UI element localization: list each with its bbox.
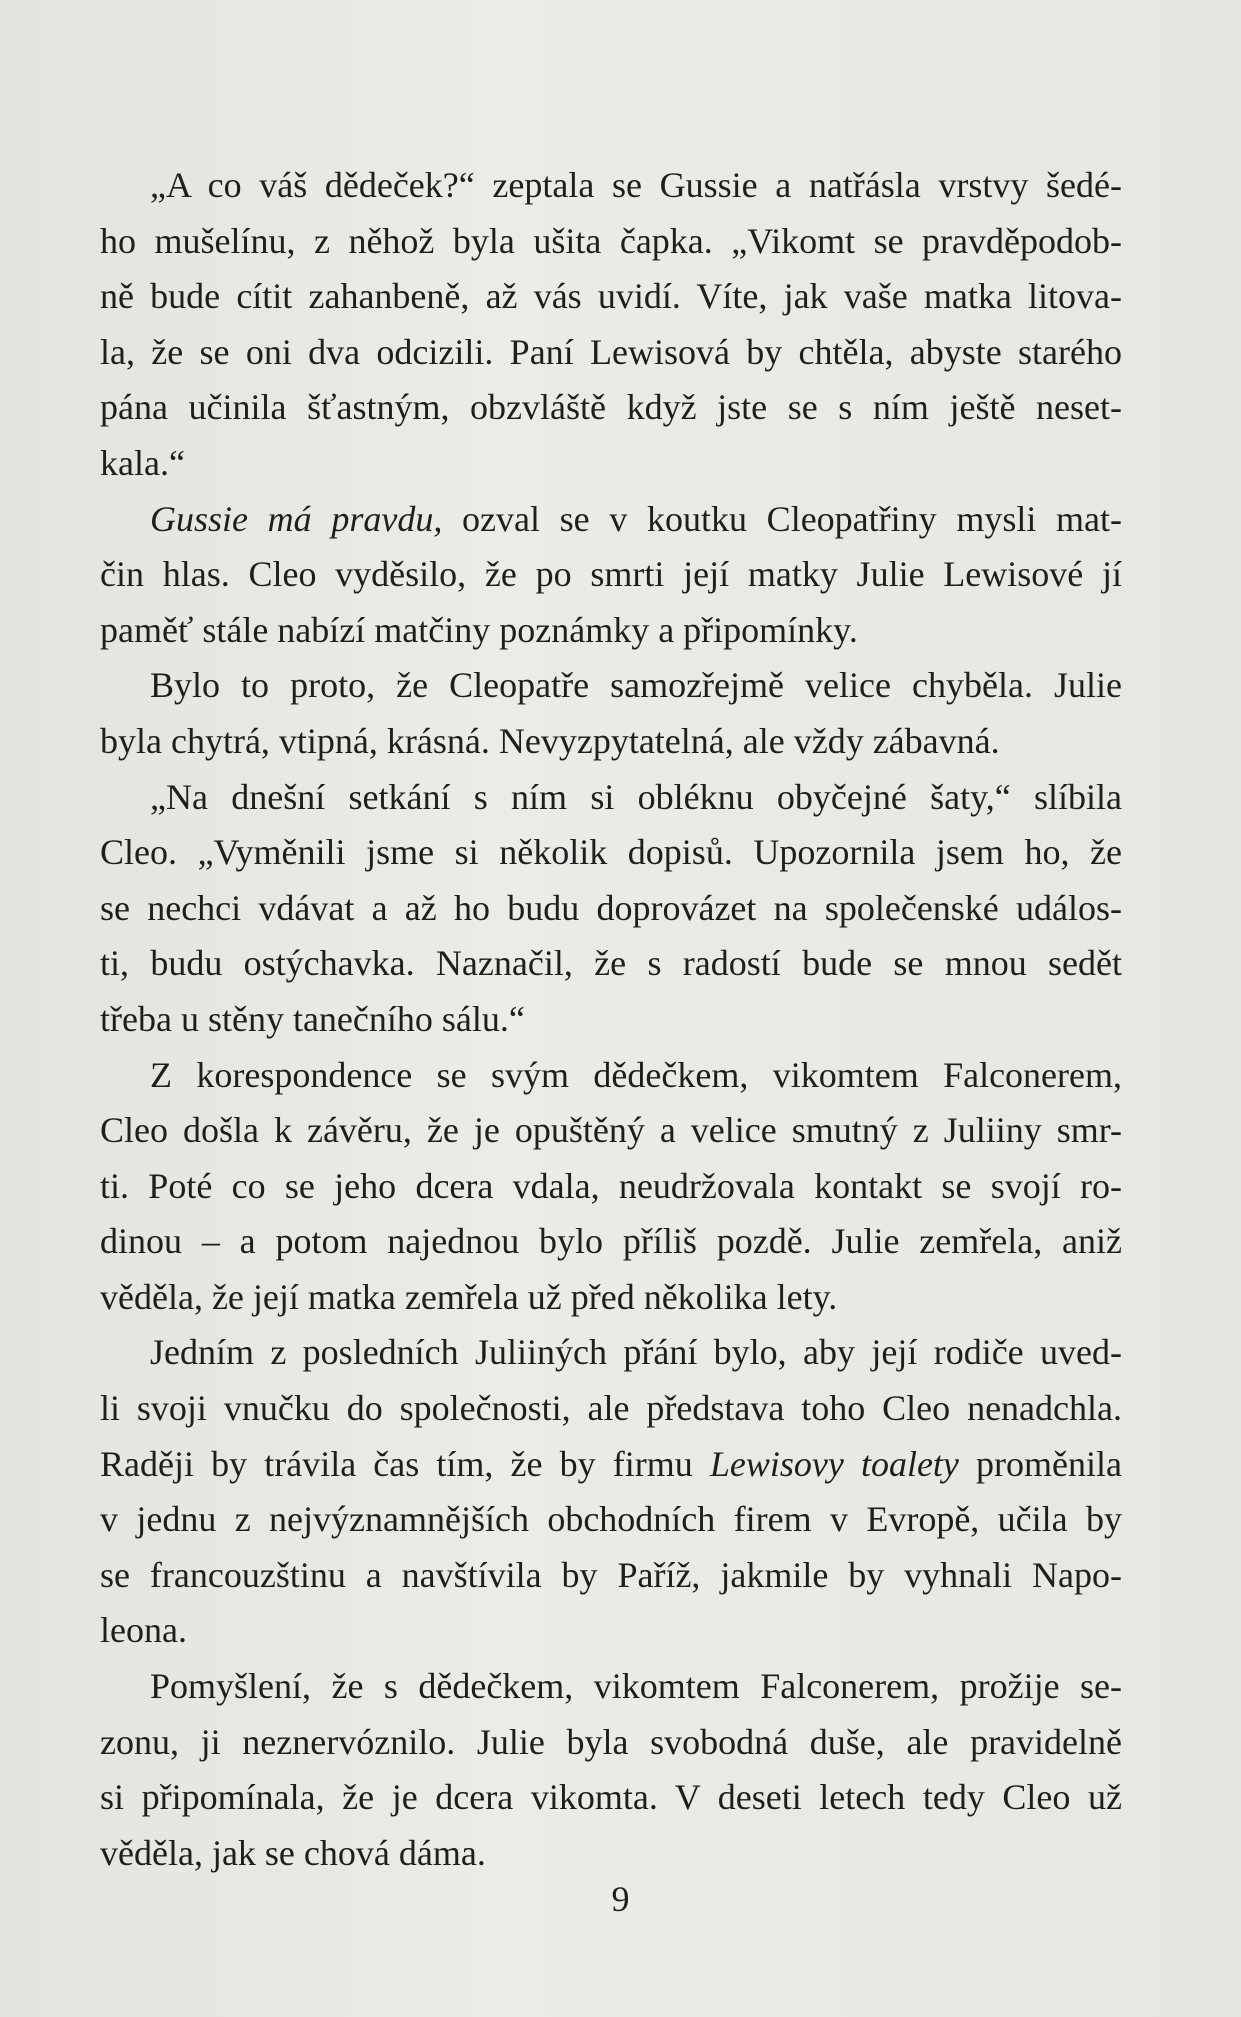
text-line: Pomyšlení, že s dědečkem, vikomtem Falconerem, prožije se- (150, 1666, 1122, 1707)
paragraph-6 (100, 1325, 1122, 1659)
paragraph-4 (100, 770, 1122, 1048)
text-line: ho mušelínu, z něhož byla ušita čapka. „Vikomt se pravděpodob- (100, 220, 1122, 261)
italic-phrase: Gussie má pravdu, (150, 498, 443, 539)
text-line: se francouzštinu a navštívila by Paříž, jakmile by vyhnali Napo- (100, 1554, 1122, 1595)
text-line: Cleo. „Vyměnili jsme si několik dopisů. Upozornila jsem ho, že (100, 832, 1122, 873)
text-line: zonu, ji neznervóznilo. Julie byla svobodná duše, ale pravidelně (100, 1721, 1122, 1762)
text-line: věděla, že její matka zemřela už před několika lety. (100, 1276, 838, 1317)
text-line: dinou – a potom najednou bylo příliš pozdě. Julie zemřela, aniž (100, 1221, 1122, 1262)
text-line (100, 1437, 1122, 1493)
text-line: ně bude cítit zahanbeně, až vás uvidí. Víte, jak vaše matka litova- (100, 276, 1122, 317)
text-line: pána učinila šťastným, obzvláště když jste se s ním ještě neset- (100, 387, 1122, 428)
text-line: „Na dnešní setkání s ním si obléknu obyčejné šaty,“ slíbila (150, 776, 1122, 817)
text-line: kala.“ (100, 442, 185, 483)
text-run: proměnila (958, 1443, 1122, 1484)
text-line: byla chytrá, vtipná, krásná. Nevyzpytatelná, ale vždy zábavná. (100, 720, 1000, 761)
text-run: Raději by trávila čas tím, že by firmu (100, 1443, 710, 1484)
text-line: li svoji vnučku do společnosti, ale představa toho Cleo nenadchla. (100, 1388, 1122, 1429)
text-line: la, že se oni dva odcizili. Paní Lewisová by chtěla, abyste starého (100, 331, 1122, 372)
text-line: si připomínala, že je dcera vikomta. V deseti letech tedy Cleo už (100, 1777, 1122, 1818)
text-line: „A co váš dědeček?“ zeptala se Gussie a natřásla vrstvy šedé- (150, 165, 1122, 205)
paragraph-2 (100, 492, 1122, 659)
text-run: ozval se v koutku Cleopatřiny mysli mat- (442, 498, 1122, 539)
text-line: čin hlas. Cleo vyděsilo, že po smrti její matky Julie Lewisové jí (100, 554, 1122, 595)
text-line (100, 492, 1122, 548)
body-text (100, 158, 1122, 1881)
page-number: 9 (611, 1879, 630, 1919)
text-line: Z korespondence se svým dědečkem, vikomtem Falconerem, (150, 1054, 1122, 1095)
italic-company-name: Lewisovy toalety (709, 1443, 959, 1484)
paragraph-5 (100, 1048, 1122, 1326)
text-line: ti, budu ostýchavka. Naznačil, že s radostí bude se mnou sedět (100, 943, 1122, 984)
text-line: třeba u stěny tanečního sálu.“ (100, 998, 525, 1039)
text-line: v jednu z nejvýznamnějších obchodních firem v Evropě, učila by (100, 1499, 1122, 1540)
text-line: věděla, jak se chová dáma. (100, 1832, 486, 1873)
text-line: paměť stále nabízí matčiny poznámky a připomínky. (100, 609, 858, 650)
paragraph-1 (100, 158, 1122, 492)
paragraph-3 (100, 658, 1122, 769)
text-line: Jedním z posledních Juliiných přání bylo, aby její rodiče uved- (150, 1332, 1122, 1373)
text-line: Cleo došla k závěru, že je opuštěný a velice smutný z Juliiny smr- (100, 1110, 1122, 1151)
text-line: Bylo to proto, že Cleopatře samozřejmě velice chyběla. Julie (150, 665, 1122, 706)
paragraph-7 (100, 1659, 1122, 1881)
text-line: ti. Poté co se jeho dcera vdala, neudržovala kontakt se svojí ro- (100, 1165, 1122, 1206)
text-line: se nechci vdávat a až ho budu doprovázet na společenské událos- (100, 887, 1122, 928)
text-line: leona. (100, 1610, 187, 1651)
